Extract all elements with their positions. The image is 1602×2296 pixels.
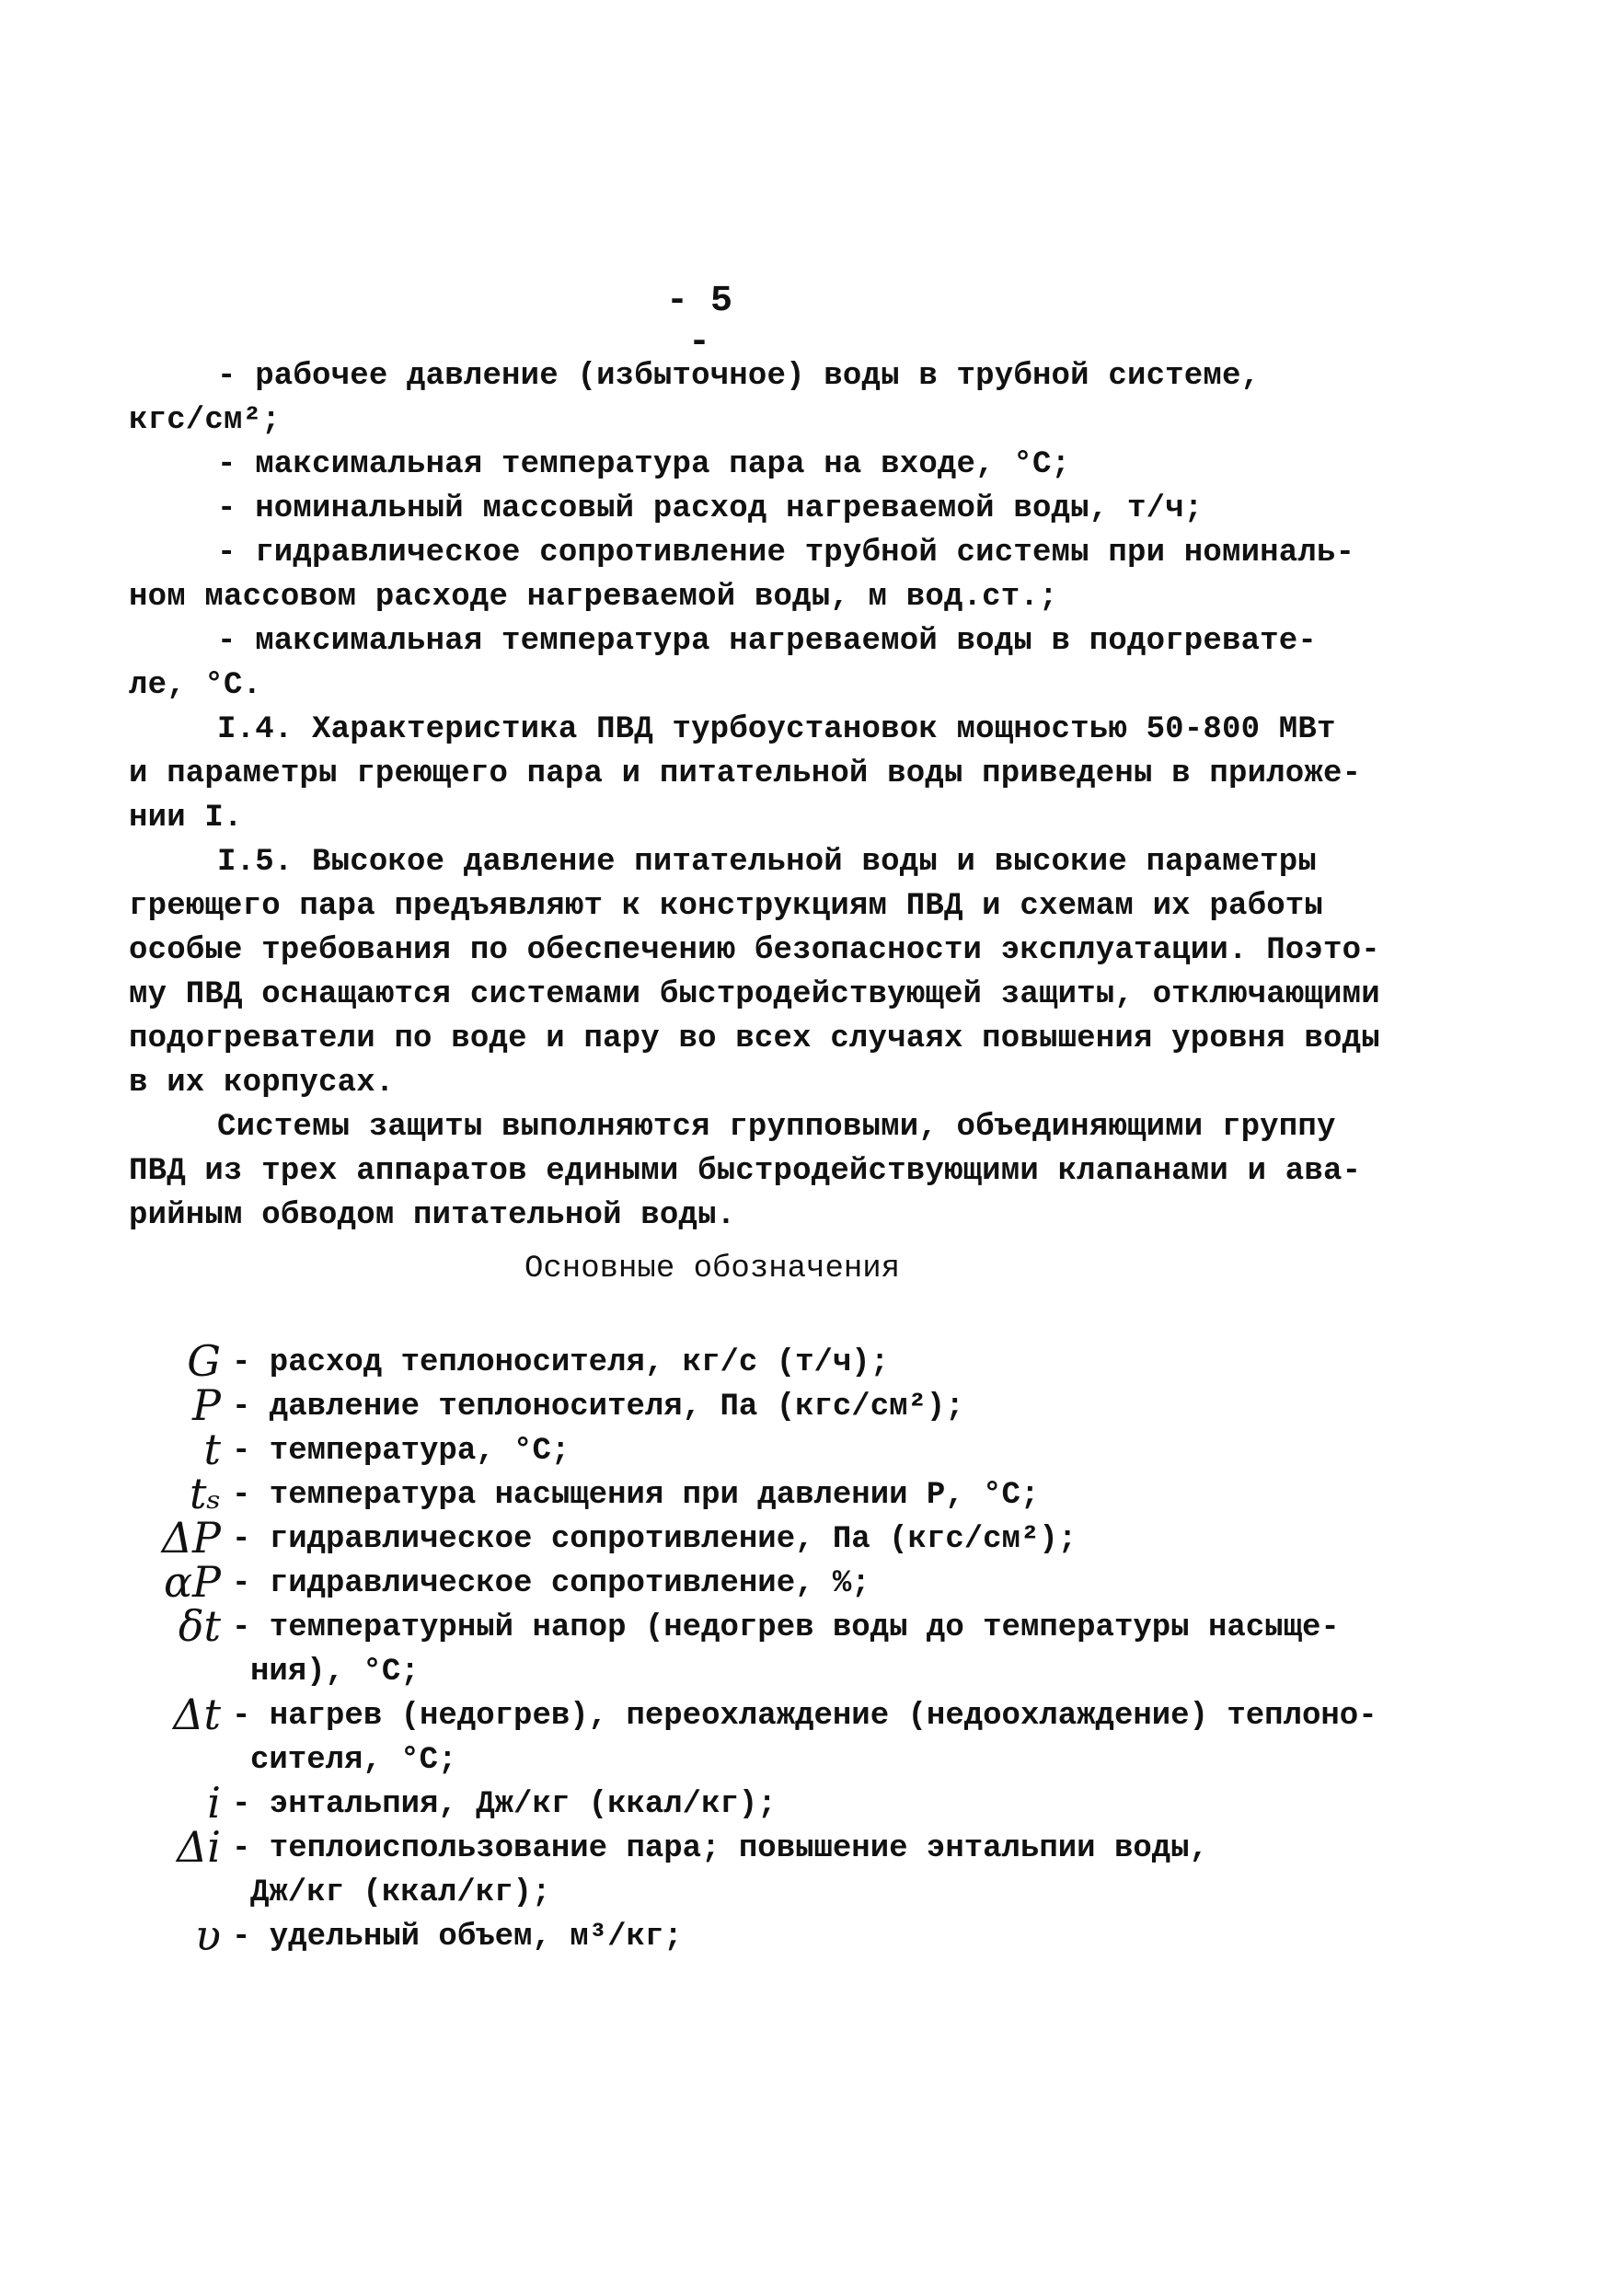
intro-line-4: - номинальный массовый расход нагреваемой воды, т/ч; — [217, 491, 1204, 526]
para-protection-line-3: рийным обводом питательной воды. — [129, 1198, 736, 1233]
symbol-v: υ — [195, 1910, 221, 1960]
symbol-delta-t: Δt — [173, 1690, 221, 1739]
symbol-delta-small-t: δt — [178, 1601, 221, 1651]
symbol-desc-alpha-p: - гидравлическое сопротивление, %; — [232, 1566, 870, 1601]
section-heading: Основные обозначения — [524, 1252, 901, 1286]
intro-line-6: ном массовом расходе нагреваемой воды, м вод.ст.; — [129, 580, 1058, 615]
symbol-desc-ts: - температура насыщения при давлении Р, °С; — [232, 1478, 1040, 1513]
para-1-5-line-5: подогреватели по воде и пару во всех случаях повышения уровня воды — [129, 1021, 1380, 1056]
symbol-desc-t: - температура, °С; — [232, 1434, 570, 1469]
symbol-desc-delta-small-t: - температурный напор (недогрев воды до температуры насыще- — [232, 1610, 1340, 1645]
symbol-ts: tₛ — [190, 1469, 221, 1518]
intro-line-2: кгс/см²; — [129, 403, 281, 438]
page-number: - 5 - — [665, 281, 732, 363]
para-1-5-line-4: му ПВД оснащаются системами быстродействующей защиты, отключающими — [129, 977, 1380, 1012]
para-1-5-line-1: I.5. Высокое давление питательной воды и высокие параметры — [217, 845, 1317, 880]
symbol-desc-i: - энтальпия, Дж/кг (ккал/кг); — [232, 1787, 777, 1822]
symbol-desc-G: - расход теплоносителя, кг/с (т/ч); — [232, 1345, 890, 1380]
symbol-i: i — [207, 1778, 221, 1828]
symbol-t: t — [203, 1425, 221, 1474]
intro-line-1: - рабочее давление (избыточное) воды в трубной системе, — [217, 359, 1261, 394]
symbol-P: P — [192, 1380, 221, 1430]
para-1-4-line-1: I.4. Характеристика ПВД турбоустановок мощностью 50-800 МВт — [217, 712, 1336, 747]
symbol-delta-p: ΔP — [161, 1513, 221, 1563]
symbol-desc-delta-t-cont: сителя, °С; — [250, 1743, 457, 1778]
intro-line-7: - максимальная температура нагреваемой воды в подогревате- — [217, 624, 1317, 659]
symbol-desc-P: - давление теплоносителя, Па (кгс/см²); — [232, 1390, 964, 1425]
symbol-desc-v: - удельный объем, м³/кг; — [232, 1920, 683, 1955]
para-1-4-line-3: нии I. — [129, 801, 243, 836]
para-1-5-line-6: в их корпусах. — [129, 1066, 395, 1101]
para-1-5-line-3: особые требования по обеспечению безопасности эксплуатации. Поэто- — [129, 933, 1380, 968]
symbol-alpha-p: αP — [163, 1557, 221, 1607]
para-protection-line-1: Системы защиты выполняются групповыми, объединяющими группу — [217, 1110, 1336, 1145]
symbol-desc-delta-p: - гидравлическое сопротивление, Па (кгс/см²); — [232, 1522, 1078, 1557]
symbol-desc-delta-i: - теплоиспользование пара; повышение энтальпии воды, — [232, 1831, 1208, 1866]
symbol-G: G — [187, 1336, 221, 1386]
symbol-delta-i: Δi — [177, 1822, 221, 1872]
symbol-desc-delta-t: - нагрев (недогрев), переохлаждение (недоохлаждение) теплоно- — [232, 1699, 1377, 1734]
intro-line-5: - гидравлическое сопротивление трубной системы при номиналь- — [217, 536, 1355, 571]
para-1-4-line-2: и параметры греющего пара и питательной воды приведены в приложе- — [129, 756, 1362, 791]
para-1-5-line-2: греющего пара предъявляют к конструкциям ПВД и схемам их работы — [129, 889, 1324, 924]
para-protection-line-2: ПВД из трех аппаратов едиными быстродействующими клапанами и ава- — [129, 1154, 1362, 1189]
intro-line-3: - максимальная температура пара на входе, °С; — [217, 447, 1071, 482]
intro-line-8: ле, °С. — [129, 668, 262, 703]
symbol-desc-delta-small-t-cont: ния), °С; — [250, 1655, 420, 1690]
symbol-desc-delta-i-cont: Дж/кг (ккал/кг); — [250, 1875, 551, 1910]
